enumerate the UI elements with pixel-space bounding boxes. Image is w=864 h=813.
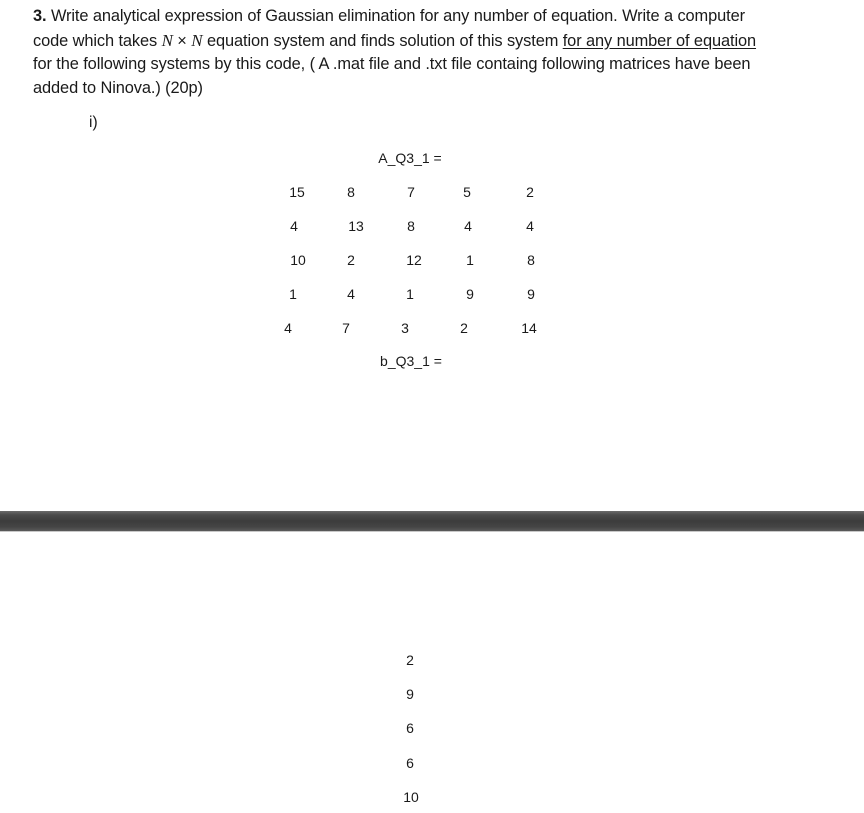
underlined-phrase: for any number of equation xyxy=(562,31,757,50)
vector-b-cell: 10 xyxy=(403,789,419,805)
question-line-2a: code which takes xyxy=(33,31,162,50)
vector-b-title: b_Q3_1 = xyxy=(380,353,442,369)
math-times: × xyxy=(172,31,192,50)
matrix-a-cell: 4 xyxy=(347,286,355,302)
question-line-2b: equation system and finds solution of this system xyxy=(202,31,563,50)
page-divider xyxy=(0,511,864,531)
question-line-1: Write analytical expression of Gaussian elimination for any number of equation. Write a computer xyxy=(46,7,745,25)
matrix-a-cell: 8 xyxy=(347,184,355,200)
question-number: 3. xyxy=(33,7,47,25)
vector-b-cell: 6 xyxy=(406,755,414,771)
question-line-3: for the following systems by this code, ( A .mat file and .txt file containg following matrices have been xyxy=(33,55,751,73)
matrix-a-cell: 15 xyxy=(289,184,305,200)
matrix-a-cell: 9 xyxy=(466,286,474,302)
matrix-a-cell: 1 xyxy=(289,286,297,302)
matrix-a-cell: 14 xyxy=(521,320,537,336)
matrix-a-cell: 7 xyxy=(407,184,415,200)
matrix-a-cell: 5 xyxy=(463,184,471,200)
vector-b-cell: 9 xyxy=(406,686,414,702)
matrix-a-cell: 4 xyxy=(526,218,534,234)
matrix-a-cell: 10 xyxy=(290,252,306,268)
matrix-a-cell: 13 xyxy=(348,218,364,234)
question-text xyxy=(33,5,823,100)
question-line-4: added to Ninova.) (20p) xyxy=(33,78,203,97)
matrix-a-cell: 2 xyxy=(347,252,355,268)
matrix-a-cell: 12 xyxy=(406,252,422,268)
matrix-a-title: A_Q3_1 = xyxy=(378,150,442,166)
math-n-2: N xyxy=(191,30,203,50)
matrix-a-cell: 3 xyxy=(401,320,409,336)
vector-b-cell: 6 xyxy=(406,720,414,736)
matrix-a-cell: 7 xyxy=(342,320,350,336)
matrix-a-cell: 9 xyxy=(527,286,535,302)
matrix-a-cell: 1 xyxy=(466,252,474,268)
matrix-a-cell: 8 xyxy=(407,218,415,234)
matrix-a-cell: 4 xyxy=(464,218,472,234)
sub-question-label: i) xyxy=(89,114,98,131)
matrix-a-cell: 1 xyxy=(406,286,414,302)
matrix-a-cell: 4 xyxy=(290,218,298,234)
vector-b-cell: 2 xyxy=(406,652,414,668)
math-n-1: N xyxy=(161,30,173,50)
matrix-a-cell: 8 xyxy=(527,252,535,268)
matrix-a-cell: 2 xyxy=(526,184,534,200)
matrix-a-cell: 2 xyxy=(460,320,468,336)
matrix-a-cell: 4 xyxy=(284,320,292,336)
